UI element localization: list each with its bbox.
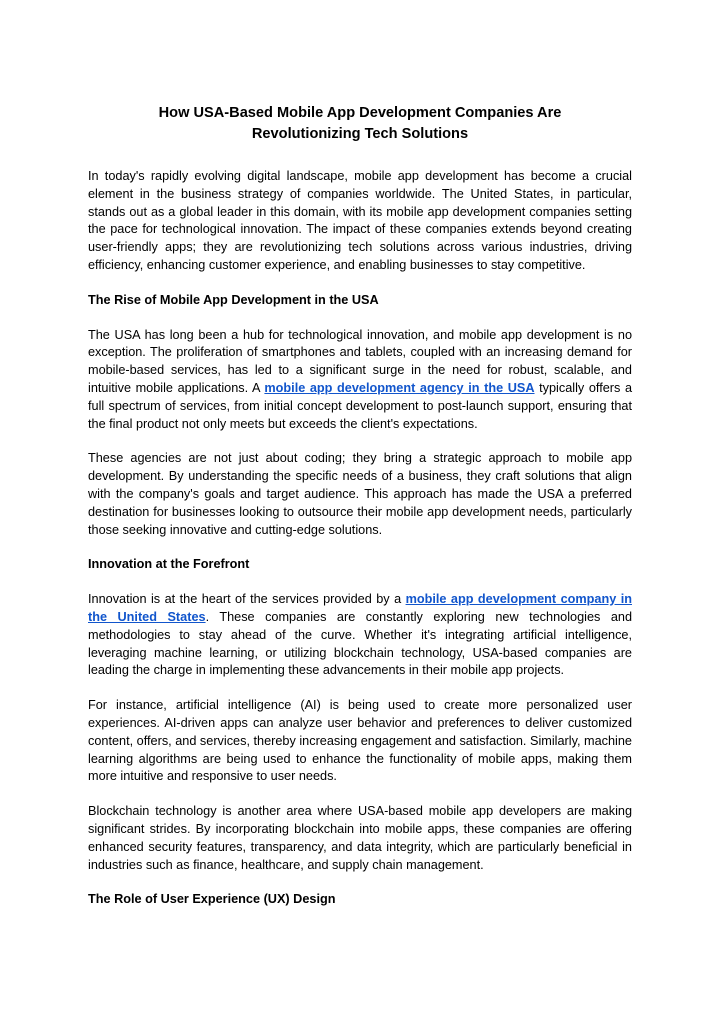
company-united-states-link[interactable]: mobile app development company in the United States (88, 592, 632, 624)
rise-paragraph-1-text-after: typically offers a full spectrum of services, from initial concept development to post-launch support, ensuring that the final product not only meets but exceeds the client's expectations. (88, 380, 632, 431)
document-title-line-1: How USA-Based Mobile App Development Companies Are (158, 105, 562, 121)
document-page (88, 103, 632, 926)
agency-usa-link[interactable]: mobile app development agency in the USA (264, 380, 535, 395)
section-heading-innovation: Innovation at the Forefront (88, 557, 250, 572)
innovation-paragraph-3: Blockchain technology is another area where USA-based mobile app developers are making significant strides. By incorporating blockchain into mobile apps, these companies are offering enhanced security features, transparency, and data integrity, which are particularly beneficial in industries such as finance, healthcare, and supply chain management. (88, 804, 632, 872)
innovation-paragraph-2: For instance, artificial intelligence (AI) is being used to create more personalized user experiences. AI-driven apps can analyze user behavior and preferences to deliver customized content, offers, and services, thereby increasing engagement and satisfaction. Similarly, machine learning algorithms are being used to enhance the functionality of mobile apps, making them more intuitive and responsive to user needs. (88, 698, 632, 784)
section-heading-ux: The Role of User Experience (UX) Design (88, 892, 336, 907)
rise-paragraph-1-text-before: The USA has long been a hub for technological innovation, and mobile app development is no exception. The proliferation of smartphones and tablets, coupled with an increasing demand for mobile-based services, has led to a significant surge in the need for robust, scalable, and intuitive mobile applications. A (88, 327, 632, 395)
document-title (88, 103, 632, 145)
innovation-paragraph-1-text-after: . These companies are constantly exploring new technologies and methodologies to stay ahead of the curve. Whether it's integrating artificial intelligence, leveraging machine learning, or utilizing blockchain technology, USA-based companies are leading the charge in implementing these advancements in their mobile app projects. (88, 609, 632, 678)
document-title-line-2: Revolutionizing Tech Solutions (251, 126, 469, 142)
rise-paragraph-1 (88, 327, 632, 434)
intro-paragraph: In today's rapidly evolving digital landscape, mobile app development has become a crucial element in the business strategy of companies worldwide. The United States, in particular, stands out as a global leader in this domain, with its mobile app development companies setting the pace for technological innovation. The impact of these companies extends beyond creating user-friendly apps; they are revolutionizing tech solutions across various industries, driving efficiency, enhancing customer experience, and enabling businesses to stay competitive. (88, 169, 632, 272)
rise-paragraph-2: These agencies are not just about coding; they bring a strategic approach to mobile app development. By understanding the specific needs of a business, they craft solutions that align with the company's goals and target audience. This approach has made the USA a preferred destination for businesses looking to outsource their mobile app development needs, particularly those seeking innovative and cutting-edge solutions. (88, 451, 632, 537)
innovation-paragraph-1 (88, 591, 632, 680)
innovation-paragraph-1-text-before: Innovation is at the heart of the services provided by a (88, 592, 406, 607)
section-heading-rise: The Rise of Mobile App Development in the USA (88, 292, 379, 307)
